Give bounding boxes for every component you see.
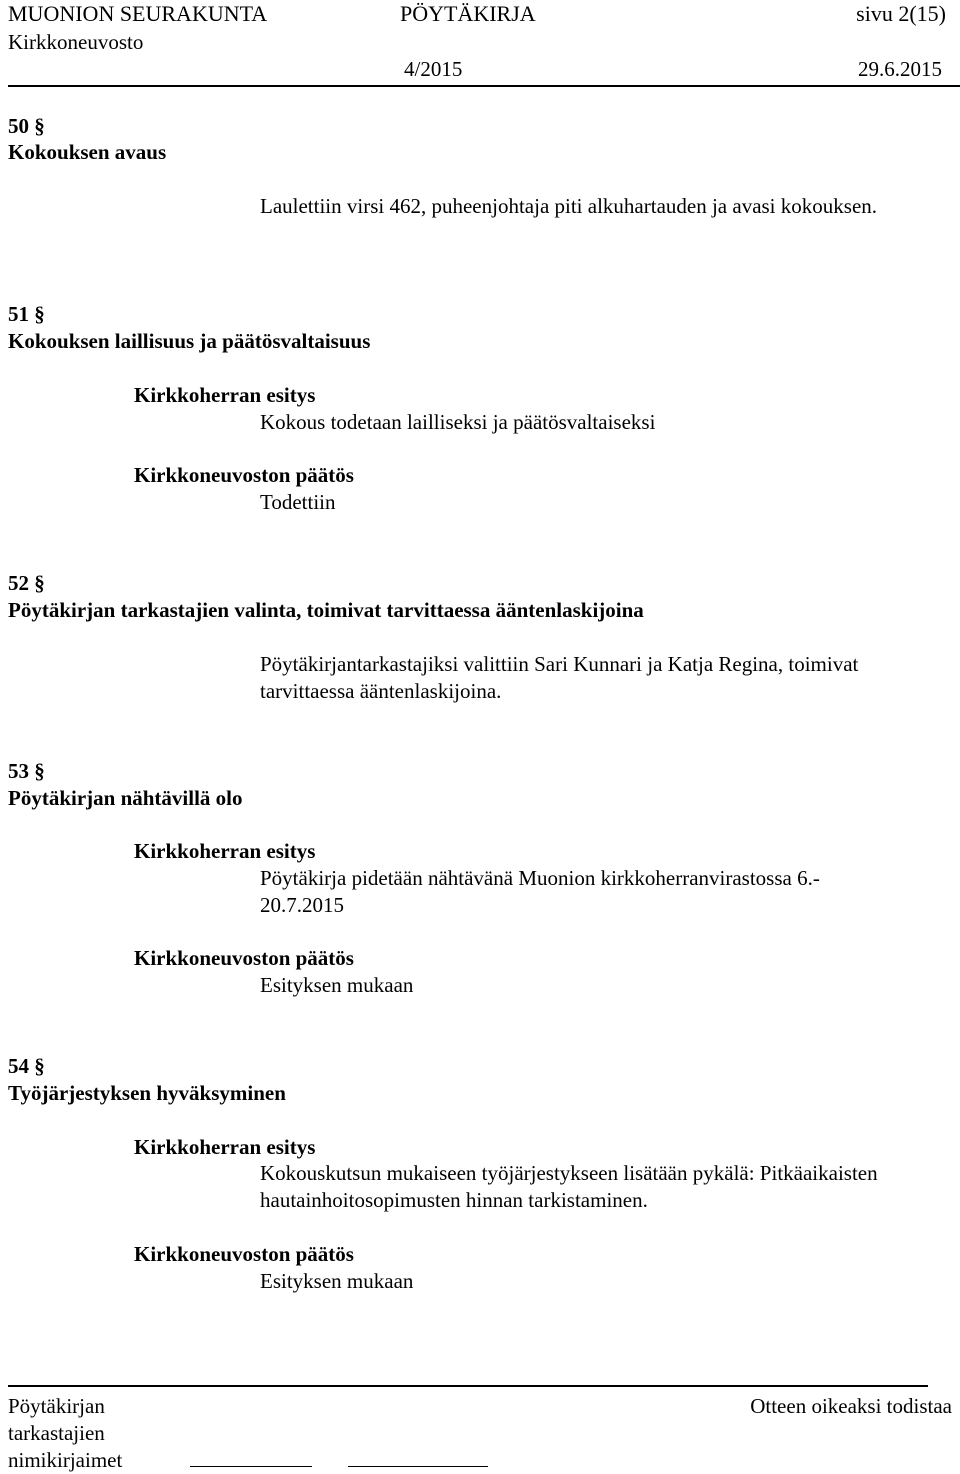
header-date: 29.6.2015 [858,57,942,81]
header-body-name: Kirkkoneuvosto [8,30,144,54]
section-53-proposal-label: Kirkkoherran esitys [134,839,316,863]
header-page-number: sivu 2(15) [856,1,946,26]
footer-signers-label-line2: tarkastajien [8,1421,105,1445]
section-51-proposal-text: Kokous todetaan lailliseksi ja päätösvaltaiseksi [260,410,656,434]
signature-line-1 [190,1466,312,1467]
section-53-proposal-line1: Pöytäkirja pidetään nähtävänä Muonion kirkkoherranvirastossa 6.- [260,866,820,890]
section-54-proposal-line1: Kokouskutsun mukaiseen työjärjestykseen lisätään pykälä: Pitkäaikaisten [260,1161,878,1185]
section-51-decision-text: Todettiin [260,490,336,514]
header-doc-type: PÖYTÄKIRJA [400,1,536,26]
section-53-decision-text: Esityksen mukaan [260,973,414,997]
section-52-number: 52 § [8,571,45,595]
section-54-proposal-line2: hautainhoitosopimusten hinnan tarkistaminen. [260,1188,648,1212]
header-meeting-number: 4/2015 [404,57,463,81]
section-53-number: 53 § [8,759,45,783]
section-54-decision-label: Kirkkoneuvoston päätös [134,1242,354,1266]
footer-divider [8,1385,928,1387]
footer-signers-label-line1: Pöytäkirjan [8,1394,105,1418]
section-51-title: Kokouksen laillisuus ja päätösvaltaisuus [8,329,371,353]
section-50-title: Kokouksen avaus [8,140,167,164]
section-54-decision-text: Esityksen mukaan [260,1269,414,1293]
footer-signers-label-line3: nimikirjaimet [8,1448,123,1472]
signature-line-2 [348,1466,488,1467]
header-divider [8,85,960,87]
section-53-proposal-line2: 20.7.2015 [260,893,344,917]
section-50-number: 50 § [8,114,45,138]
section-51-number: 51 § [8,302,45,326]
section-53-decision-label: Kirkkoneuvoston päätös [134,946,354,970]
header-org: MUONION SEURAKUNTA [8,1,268,26]
section-50-text: Laulettiin virsi 462, puheenjohtaja piti alkuhartauden ja avasi kokouksen. [260,194,878,218]
footer-certify-text: Otteen oikeaksi todistaa [750,1394,952,1418]
section-52-text-line1: Pöytäkirjantarkastajiksi valittiin Sari Kunnari ja Katja Regina, toimivat [260,652,859,676]
section-52-title: Pöytäkirjan tarkastajien valinta, toimivat tarvittaessa ääntenlaskijoina [8,598,644,622]
section-54-number: 54 § [8,1054,45,1078]
section-54-title: Työjärjestyksen hyväksyminen [8,1081,286,1105]
section-51-proposal-label: Kirkkoherran esitys [134,383,316,407]
section-51-decision-label: Kirkkoneuvoston päätös [134,463,354,487]
section-53-title: Pöytäkirjan nähtävillä olo [8,786,243,810]
section-54-proposal-label: Kirkkoherran esitys [134,1135,316,1159]
section-52-text-line2: tarvittaessa ääntenlaskijoina. [260,679,502,703]
